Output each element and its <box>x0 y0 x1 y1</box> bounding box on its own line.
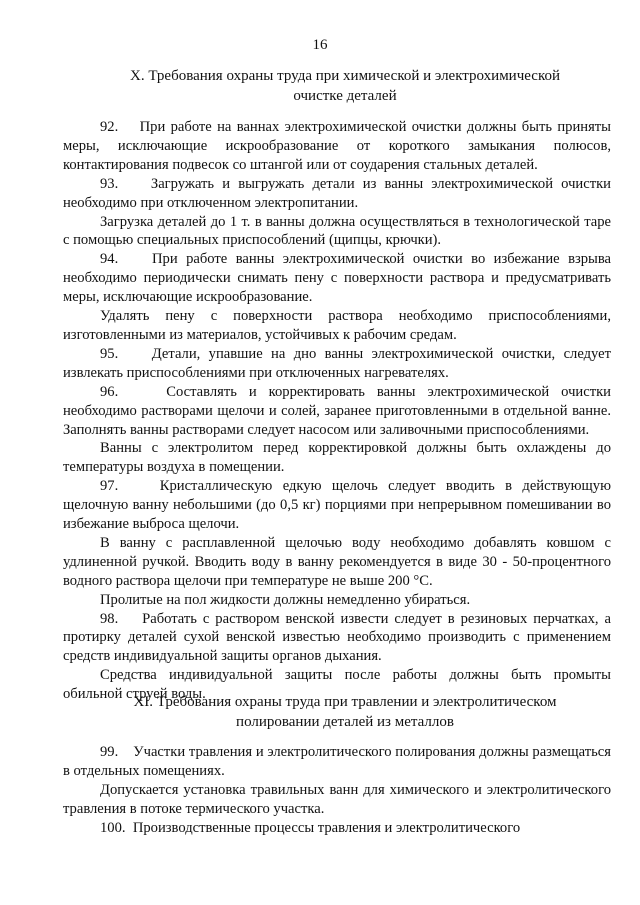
paragraph-97-spills: Пролитые на пол жидкости должны немедленно убираться. <box>100 591 471 608</box>
paragraph-96: 96. Составлять и корректировать ванны электрохимической очистки необходимо растворами щелочи и солей, заранее приготовленными в отдельной ванне. Заполнять ванны растворами следует насосом или заливочными приспособлениями. <box>63 383 611 438</box>
paragraph-98: 98. Работать с раствором венской извести следует в резиновых перчатках, а протирку деталей сухой венской известью необходимо производить с применением средств индивидуальной защиты органов дыхания. <box>63 610 611 665</box>
paragraph-95: 95. Детали, упавшие на дно ванны электрохимической очистки, следует извлекать приспособлениями при отключенных нагревателях. <box>63 345 611 381</box>
section-x-body <box>63 118 611 704</box>
paragraph-94: 94. При работе ванны электрохимической очистки во избежание взрыва необходимо периодически снимать пену с поверхности раствора и предусматривать меры, исключающие искрообразование. <box>63 251 611 306</box>
paragraph-99-allowed: Допускается установка травильных ванн для химического и электролитического травления в потоке термического участка. <box>63 781 611 817</box>
paragraph-94-foam: Удалять пену с поверхности раствора необходимо приспособлениями, изготовленными из материалов, устойчивых к рабочим средам. <box>63 308 611 343</box>
section-xi-body <box>63 743 611 838</box>
paragraph-97-water: В ванну с расплавленной щелочью воду необходимо добавлять ковшом с удлиненной ручкой. Вводить воду в ванну рекомендуется в виде 30 - 50-процентного водного раствора щелочи при температуре не выше 200 °С. <box>63 534 611 589</box>
paragraph-97: 97. Кристаллическую едкую щелочь следует вводить в действующую щелочную ванну небольшими (до 0,5 кг) порциями при непрерывном помешивании во избежание выброса щелочи. <box>63 478 611 533</box>
section-xi-title-line2: полировании деталей из металлов <box>236 714 454 730</box>
section-x-title-line1: X. Требования охраны труда при химической и электрохимической <box>130 68 560 84</box>
paragraph-100: 100. Производственные процессы травления и электролитического <box>100 819 521 836</box>
section-x-heading <box>70 66 620 106</box>
paragraph-92: 92. При работе на ваннах электрохимической очистки должны быть приняты меры, исключающие искрообразование от короткого замыкания полюсов, контактирования подвесок со штангой или от соударения стальных деталей. <box>63 119 611 173</box>
paragraph-96-cooling: Ванны с электролитом перед корректировкой должны быть охлаждены до температуры воздуха в помещении. <box>63 440 611 476</box>
page-number: 16 <box>312 37 328 53</box>
section-x-title-line2: очистке деталей <box>293 88 397 104</box>
section-xi-heading <box>70 692 620 732</box>
paragraph-93: 93. Загружать и выгружать детали из ванны электрохимической очистки необходимо при отключенном электропитании. <box>63 175 611 211</box>
paragraph-98-ppe: Средства индивидуальной защиты после работы должны быть промыты обильной струей воды. <box>63 667 611 703</box>
paragraph-93-loading: Загрузка деталей до 1 т. в ванны должна осуществляться в технологической таре с помощью специальных приспособлений (щипцы, крючки). <box>63 213 611 249</box>
paragraph-99: 99. Участки травления и электролитического полирования должны размещаться в отдельных помещениях. <box>63 744 611 779</box>
section-xi-title-line1: XI. Требования охраны труда при травлении и электролитическом <box>133 694 557 710</box>
